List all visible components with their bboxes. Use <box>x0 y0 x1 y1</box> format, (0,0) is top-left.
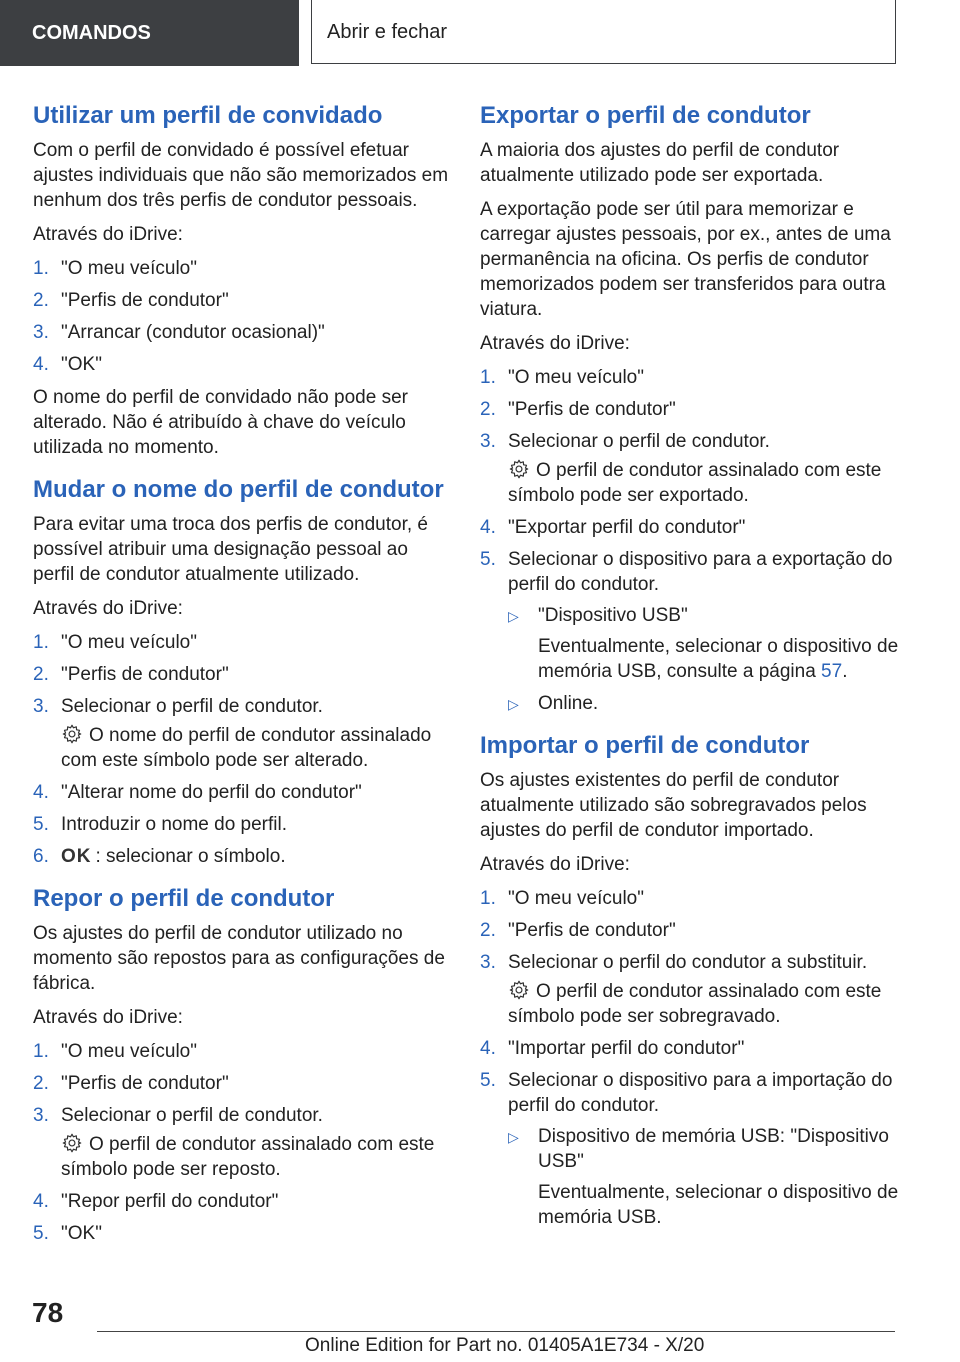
section-export-profile <box>480 100 900 716</box>
paragraph: Através do iDrive: <box>33 598 183 619</box>
section-title: Exportar o perfil de condutor <box>480 102 811 129</box>
list-item: 6. OK : selecionar o símbolo. <box>33 846 286 867</box>
list-item: 5. "OK" <box>33 1223 102 1244</box>
list-item: 4. "Importar perfil do condutor" <box>480 1038 745 1059</box>
gear-icon <box>508 458 530 480</box>
list-item: 3. "Arrancar (condutor ocasional)" <box>33 322 325 343</box>
gear-icon <box>61 1132 83 1154</box>
triangle-bullet-icon: ▷ <box>508 696 519 712</box>
list-item: 1. "O meu veículo" <box>480 367 644 388</box>
paragraph: Através do iDrive: <box>480 854 630 875</box>
section-reset-profile <box>33 883 451 1246</box>
list-item: 1. "O meu veículo" <box>33 1041 197 1062</box>
chapter-title: Abrir e fechar <box>311 0 896 64</box>
paragraph: Através do iDrive: <box>33 1007 183 1028</box>
list-item: 1. "O meu veículo" <box>33 258 197 279</box>
paragraph: Para evitar uma troca dos perfis de condutor, é possível atribuir uma designação pessoal ao perfil de condutor atualmente utilizado. <box>33 514 428 585</box>
ok-icon: OK <box>61 846 92 867</box>
list-item: 5. Selecionar o dispositivo para a exportação do perfil do condutor. ▷ "Dispositivo USB" Eventualmente, selecionar o dispositivo de memória USB, consulte a página 57. ▷ Online. <box>480 547 900 716</box>
section-title: Importar o perfil de condutor <box>480 732 810 759</box>
step-note: O perfil de condutor assinalado com este símbolo pode ser sobregravado. <box>508 981 882 1027</box>
list-item: 4. "OK" <box>33 354 102 375</box>
paragraph: Os ajustes do perfil de condutor utilizado no momento são repostos para as configurações de fábrica. <box>33 923 445 994</box>
steps-list <box>33 630 451 869</box>
paragraph: O nome do perfil de convidado não pode ser alterado. Não é atribuído à chave do veículo utilizada no momento. <box>33 387 408 458</box>
list-item: 1. "O meu veículo" <box>33 632 197 653</box>
gear-icon <box>61 723 83 745</box>
left-column <box>33 100 451 1254</box>
sub-list-item: ▷ "Dispositivo USB" Eventualmente, selecionar o dispositivo de memória USB, consulte a página 57. <box>508 605 899 682</box>
page-number: 78 <box>32 1297 64 1328</box>
triangle-bullet-icon: ▷ <box>508 608 519 624</box>
section-title: Mudar o nome do perfil de condutor <box>33 476 444 503</box>
footer-edition: Online Edition for Part no. 01405A1E734 - X/20 <box>305 1335 705 1356</box>
paragraph: A exportação pode ser útil para memorizar e carregar ajustes pessoais, por ex., antes de uma permanência na oficina. Os perfis de condutor memorizados podem ser transferidos para outra viatura. <box>480 199 891 320</box>
section-tab: COMANDOS <box>0 0 299 66</box>
paragraph: Através do iDrive: <box>480 333 630 354</box>
section-rename-profile <box>33 474 451 869</box>
list-item: 3. Selecionar o perfil de condutor. O nome do perfil de condutor assinalado com este símbolo pode ser alterado. <box>33 694 451 773</box>
list-item: 4. "Alterar nome do perfil do condutor" <box>33 782 362 803</box>
page-link[interactable]: 57 <box>821 661 843 682</box>
list-item: 3. Selecionar o perfil de condutor. O perfil de condutor assinalado com este símbolo pode ser reposto. <box>33 1103 451 1182</box>
section-title: Utilizar um perfil de convidado <box>33 102 383 129</box>
footer-divider <box>97 1331 895 1332</box>
sub-list <box>508 1124 900 1230</box>
triangle-bullet-icon: ▷ <box>508 1129 519 1145</box>
list-item: 3. Selecionar o perfil de condutor. O perfil de condutor assinalado com este símbolo pode ser exportado. <box>480 429 900 508</box>
gear-icon <box>508 979 530 1001</box>
paragraph: Com o perfil de convidado é possível efetuar ajustes individuais que não são memorizados em nenhum dos três perfis de condutor pessoais. <box>33 140 449 211</box>
step-note: O nome do perfil de condutor assinalado com este símbolo pode ser alterado. <box>61 725 432 771</box>
list-item: 2. "Perfis de condutor" <box>480 920 676 941</box>
sub-list-item: ▷ Dispositivo de memória USB: "Dispositivo USB" Eventualmente, selecionar o dispositivo de memória USB. <box>508 1126 899 1228</box>
section-import-profile <box>480 730 900 1230</box>
steps-list <box>480 886 900 1230</box>
list-item: 1. "O meu veículo" <box>480 888 644 909</box>
sub-list <box>508 603 900 716</box>
list-item: 2. "Perfis de condutor" <box>480 399 676 420</box>
step-note: O perfil de condutor assinalado com este símbolo pode ser exportado. <box>508 460 882 506</box>
right-column <box>480 100 900 1238</box>
list-item: 2. "Perfis de condutor" <box>33 664 229 685</box>
section-guest-profile <box>33 100 451 460</box>
sub-note: Eventualmente, selecionar o dispositivo de memória USB. <box>538 1182 899 1228</box>
paragraph: A maioria dos ajustes do perfil de condutor atualmente utilizado pode ser exportada. <box>480 140 840 186</box>
list-item: 5. Introduzir o nome do perfil. <box>33 814 288 835</box>
steps-list <box>480 365 900 716</box>
paragraph: Os ajustes existentes do perfil de condutor atualmente utilizado são sobregravados pelos ajustes do perfil de condutor importado. <box>480 770 867 841</box>
step-note: O perfil de condutor assinalado com este símbolo pode ser reposto. <box>61 1134 435 1180</box>
list-item: 4. "Repor perfil do condutor" <box>33 1191 279 1212</box>
list-item: 4. "Exportar perfil do condutor" <box>480 517 746 538</box>
list-item: 5. Selecionar o dispositivo para a importação do perfil do condutor. ▷ Dispositivo de memória USB: "Dispositivo USB" Eventualmente, selecionar o dispositivo de memória USB. <box>480 1070 899 1228</box>
page-header <box>0 0 960 66</box>
steps-list <box>33 256 451 377</box>
sub-note: Eventualmente, selecionar o dispositivo de memória USB, consulte a página 57. <box>538 636 899 682</box>
steps-list <box>33 1039 451 1246</box>
section-title: Repor o perfil de condutor <box>33 885 335 912</box>
list-item: 2. "Perfis de condutor" <box>33 290 229 311</box>
list-item: 2. "Perfis de condutor" <box>33 1073 229 1094</box>
paragraph: Através do iDrive: <box>33 224 183 245</box>
sub-list-item: ▷ Online. <box>508 691 900 716</box>
list-item: 3. Selecionar o perfil do condutor a substituir. O perfil de condutor assinalado com este símbolo pode ser sobregravado. <box>480 950 900 1029</box>
